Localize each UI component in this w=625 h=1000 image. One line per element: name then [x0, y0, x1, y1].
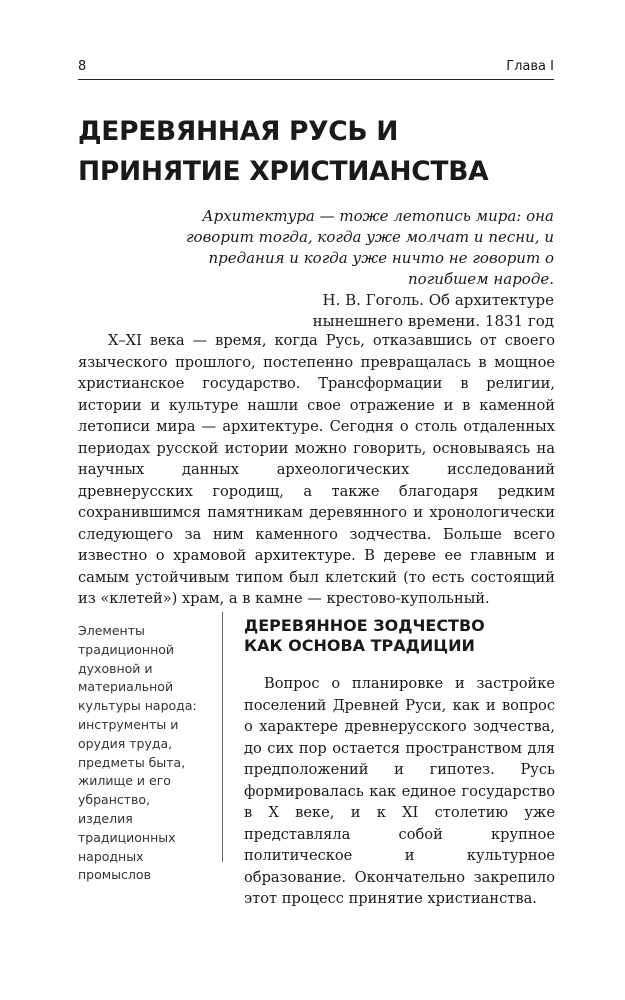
- epigraph-quote: Архитектура — тоже летопись мира: она говорит тогда, когда уже молчат и песни, и предания и когда уже ничто не говорит о погибшем народе.: [185, 207, 554, 288]
- page-number: 8: [78, 59, 87, 74]
- chapter-label: Глава I: [506, 59, 554, 74]
- epigraph-attribution-2: нынешнего времени. 1831 год: [312, 312, 554, 330]
- section-heading: [244, 616, 564, 656]
- sidebar-divider: [222, 612, 223, 862]
- sidebar-note: Элементы традиционной духовной и материальной культуры народа: инструменты и орудия труда, предметы быта, жилище и его убранство, изделия традиционных народных промыслов: [78, 623, 197, 883]
- intro-paragraph: X–XI века — время, когда Русь, отказавшись от своего языческого прошлого, постепенно превращалась в мощное христианское государство. Трансформации в религии, истории и культуре нашли свое отражение и в каменной летописи мира — архитектуре. Сегодня о столь отдаленных периодах русской истории можно говорить, основываясь на научных данных археологических исследований древнерусских городищ, а также благодаря редким сохранившимся памятникам деревянного и хронологически следующего за ним каменного зодчества. Больше всего известно о храмовой архитектуре. В дереве ее главным и самым устойчивым типом был клетский (то есть состоящий из «клетей») храм, а в камне — крестово-купольный.: [78, 332, 555, 607]
- chapter-title: ДЕРЕВЯННАЯ РУСЬ И ПРИНЯТИЕ ХРИСТИАНСТВА: [78, 116, 489, 187]
- epigraph-attribution-1: Н. В. Гоголь. Об архитектуре: [322, 291, 554, 309]
- section-heading-line-2: КАК ОСНОВА ТРАДИЦИИ: [244, 636, 475, 655]
- section-heading-line-1: ДЕРЕВЯННОЕ ЗОДЧЕСТВО: [244, 616, 485, 635]
- epigraph: [130, 206, 554, 332]
- section-paragraph: Вопрос о планировке и застройке поселений Древней Руси, как и вопрос о характере древнерусского зодчества, до сих пор остается пространством для предположений и гипотез. Русь формировалась как единое государство в X веке, и к XI столетию уже представляла собой крупное политическое и культурное образование. Окончательно закрепило этот процесс принятие христианства.: [244, 675, 555, 907]
- running-header: [78, 57, 554, 80]
